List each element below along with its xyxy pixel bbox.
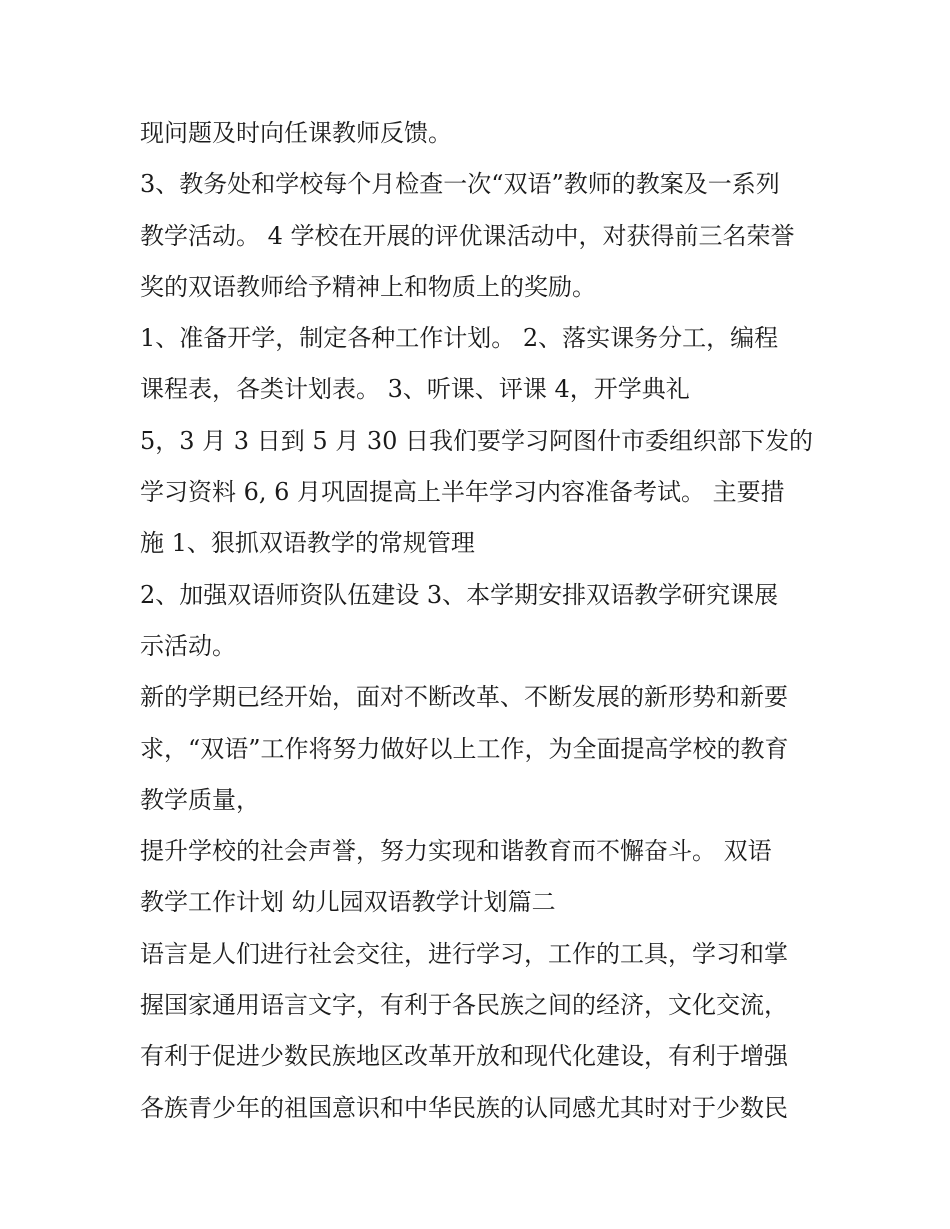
text-line: 施 1、狠抓双语教学的常规管理 (140, 529, 475, 558)
text-line: 语言是人们进行社会交往，进行学习，工作的工具，学习和掌 (140, 939, 788, 968)
text-line: 1、准备开学，制定各种工作计划。 2、落实课务分工，编程 (140, 324, 779, 353)
text-line: 新的学期已经开始，面对不断改革、不断发展的新形势和新要 (140, 683, 788, 712)
document-body (140, 108, 820, 1134)
text-line: 学习资料 6, 6 月巩固提高上半年学习内容准备考试。 主要措 (140, 478, 785, 507)
text-line: 求，“双语”工作将努力做好以上工作，为全面提高学校的教育 (140, 734, 789, 763)
text-line: 2、加强双语师资队伍建设 3、本学期安排双语教学研究课展 (140, 580, 779, 609)
text-line: 3、教务处和学校每个月检查一次“双语”教师的教案及一系列 (140, 170, 780, 199)
text-line: 奖的双语教师给予精神上和物质上的奖励。 (140, 272, 596, 301)
text-line: 示活动。 (140, 631, 236, 660)
text-line: 各族青少年的祖国意识和中华民族的认同感尤其时对于少数民 (140, 1093, 788, 1122)
text-line: 握国家通用语言文字，有利于各民族之间的经济，文化交流， (140, 991, 788, 1020)
text-line: 教学工作计划 幼儿园双语教学计划篇二 (140, 888, 556, 917)
text-line: 现问题及时向任课教师反馈。 (140, 119, 452, 147)
text-line: 教学质量， (140, 785, 260, 814)
text-line: 有利于促进少数民族地区改革开放和现代化建设，有利于增强 (140, 1042, 788, 1071)
text-line: 教学活动。 4 学校在开展的评优课活动中，对获得前三名荣誉 (140, 221, 795, 250)
text-line: 课程表，各类计划表。 3、听课、评课 4，开学典礼 (140, 375, 690, 404)
text-line: 提升学校的社会声誉，努力实现和谐教育而不懈奋斗。 双语 (140, 837, 772, 866)
text-line: 5，3 月 3 日到 5 月 30 日我们要学习阿图什市委组织部下发的 (140, 426, 814, 455)
